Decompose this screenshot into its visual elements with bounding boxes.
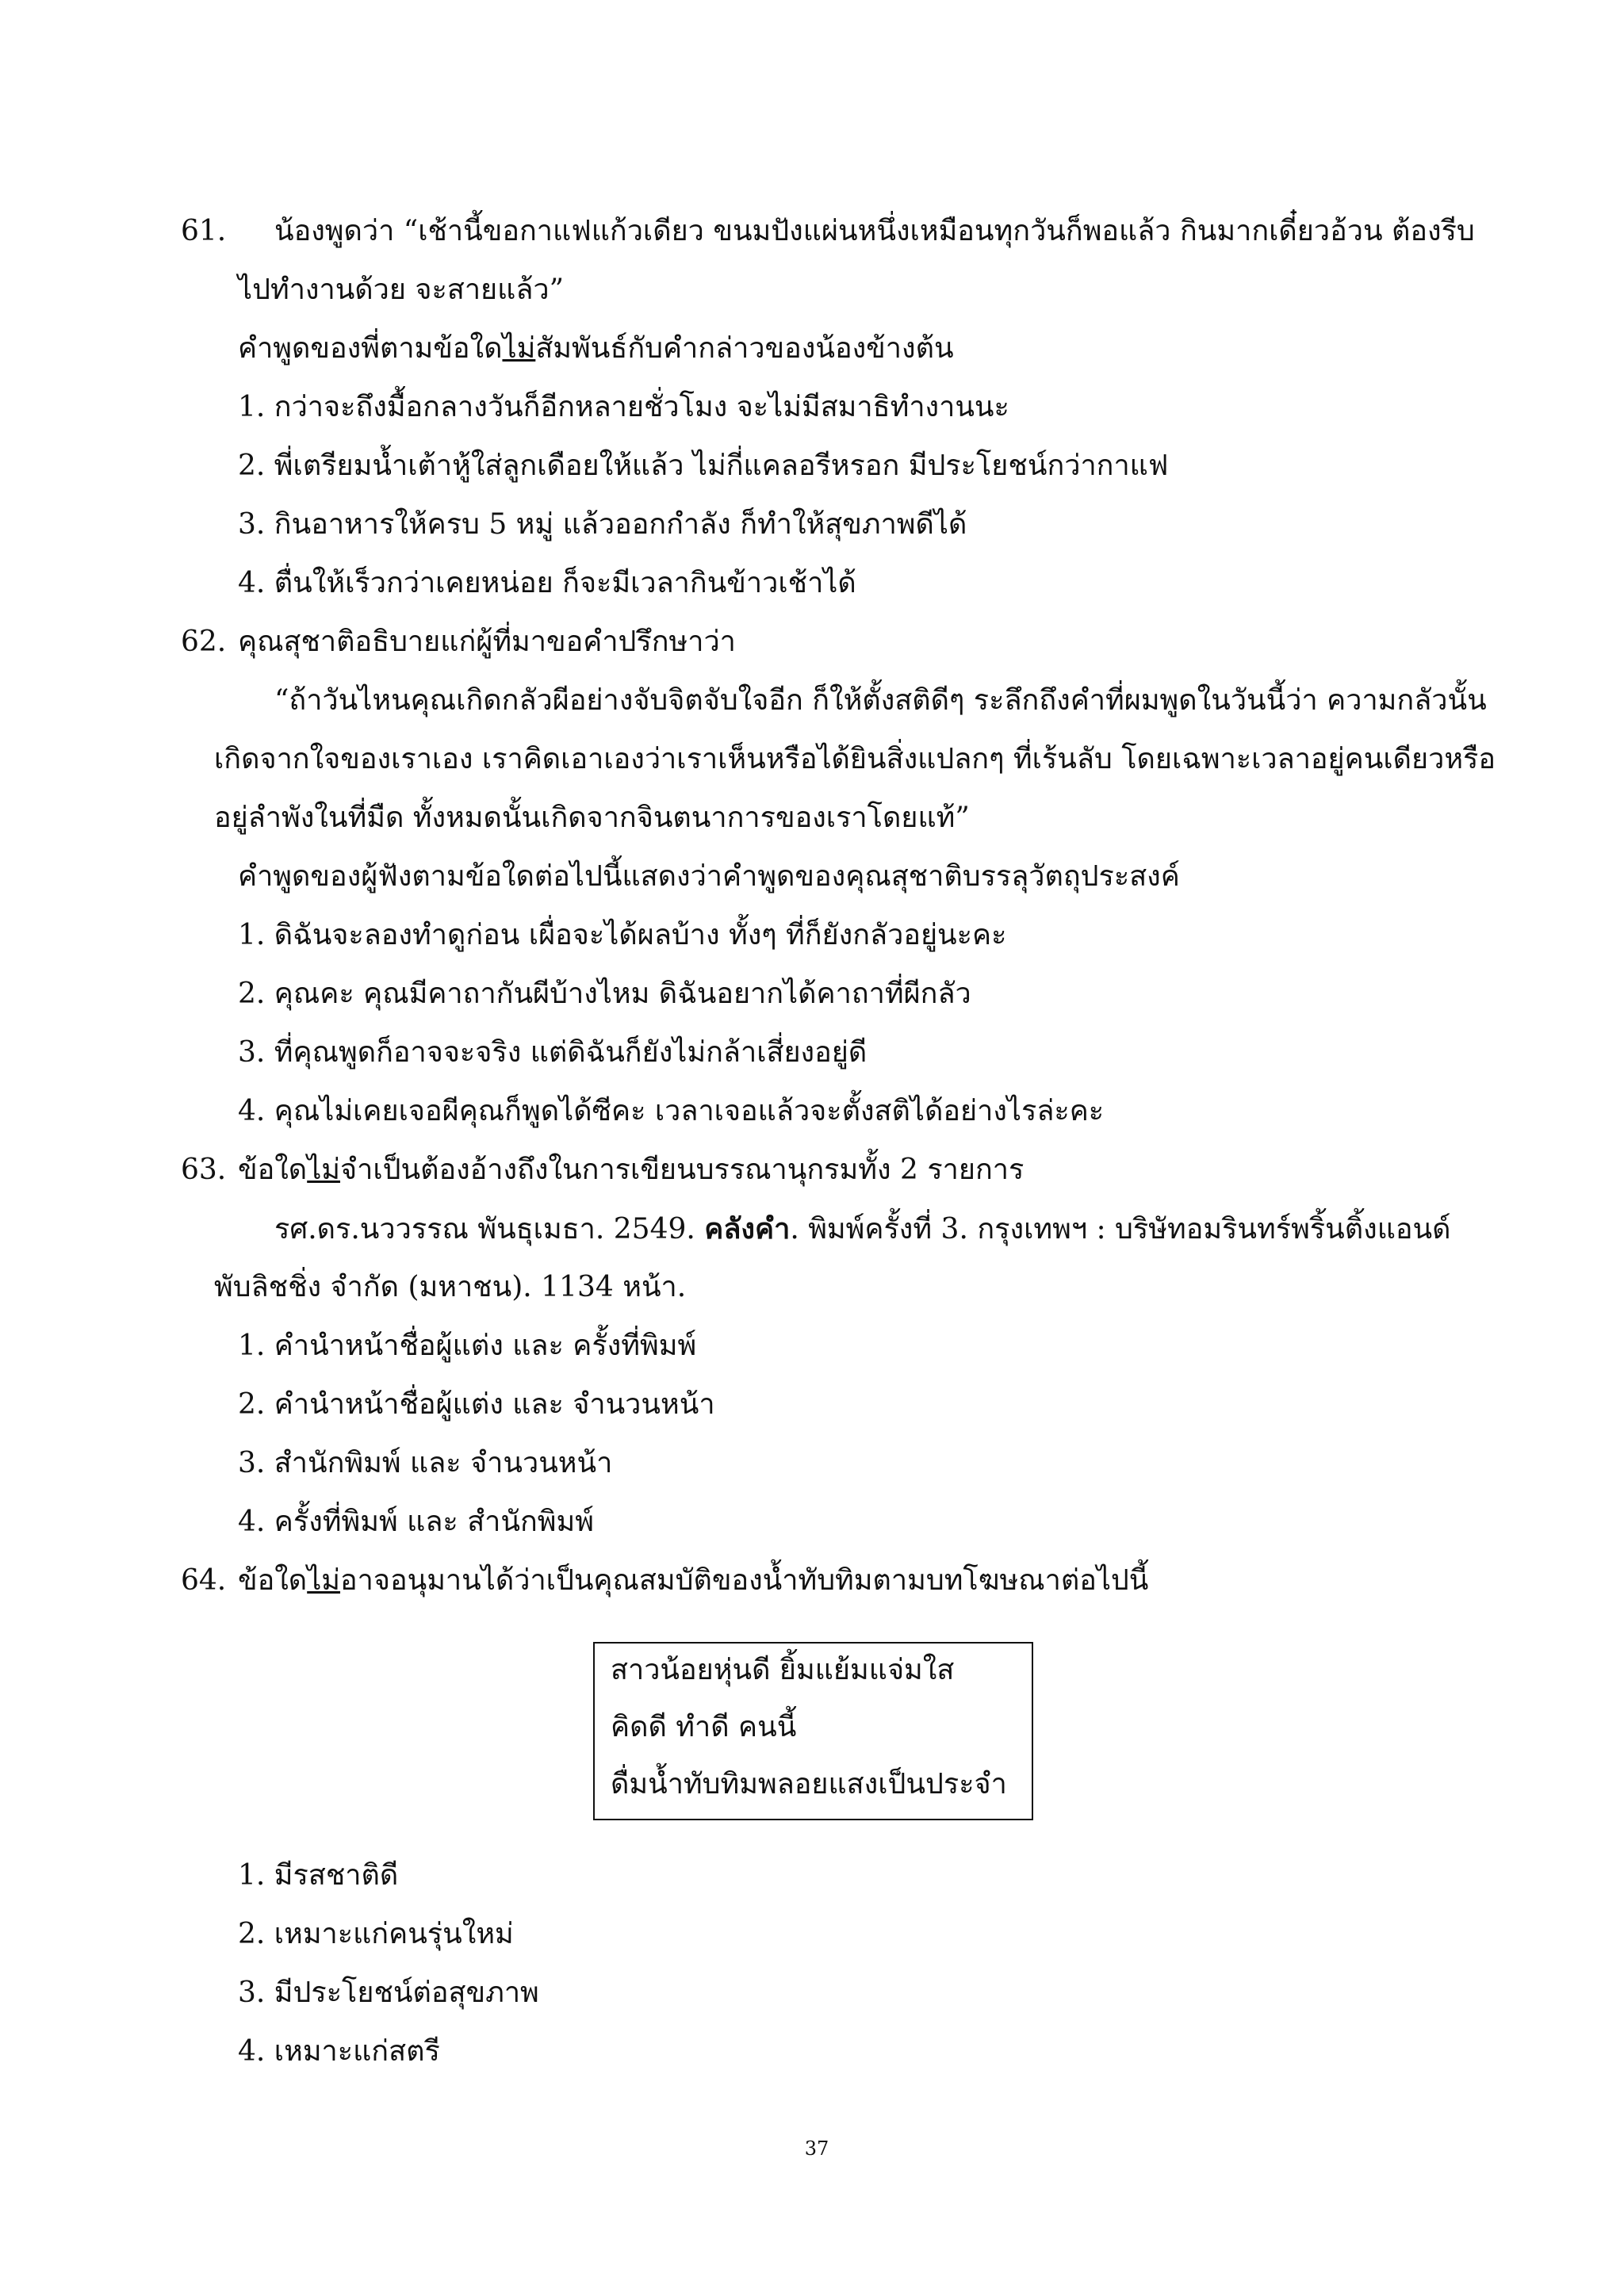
q64-stem-post: อาจอนุมานได้ว่าเป็นคุณสมบัติของน้ำทับทิมตามบทโฆษณาต่อไปนี้: [340, 1564, 1149, 1597]
q62-option-2: 2. คุณคะ คุณมีคาถากันผีบ้างไหม ดิฉันอยากได้คาถาที่ผีกลัว: [238, 978, 971, 1010]
q62-quote-line3: อยู่ลำพังในที่มืด ทั้งหมดนั้นเกิดจากจินตนาการของเราโดยแท้”: [214, 802, 970, 834]
q64-number: 64.: [181, 1564, 227, 1597]
q61-stem-line2: ไปทำงานด้วย จะสายแล้ว”: [238, 274, 565, 306]
q63-reference-line1: [274, 1210, 1451, 1249]
q63-ref-post: . พิมพ์ครั้งที่ 3. กรุงเทพฯ : บริษัทอมรินทร์พริ้นติ้งแอนด์: [790, 1213, 1451, 1246]
ad-line-3: ดื่มน้ำทับทิมพลอยแสงเป็นประจำ: [611, 1768, 1007, 1800]
q64-stem-underlined: ไม่: [307, 1564, 341, 1597]
q62-prompt: คำพูดของผู้ฟังตามข้อใดต่อไปนี้แสดงว่าคำพูดของคุณสุชาติบรรลุวัตถุประสงค์: [238, 860, 1180, 893]
q63-stem-pre: ข้อใด: [238, 1154, 308, 1186]
q64-advertisement-box: [593, 1642, 1033, 1820]
q62-quote-line2: เกิดจากใจของเราเอง เราคิดเอาเองว่าเราเห็นหรือได้ยินสิ่งแปลกๆ ที่เร้นลับ โดยเฉพาะเวลาอยู่คนเดียวหรือ: [214, 743, 1496, 775]
q63-reference-line2: พับลิชชิ่ง จำกัด (มหาชน). 1134 หน้า.: [214, 1271, 687, 1303]
q62-option-1: 1. ดิฉันจะลองทำดูก่อน เผื่อจะได้ผลบ้าง ทั้งๆ ที่ก็ยังกลัวอยู่นะคะ: [238, 919, 1007, 951]
page-number: 37: [804, 2137, 829, 2160]
q61-number: 61.: [181, 215, 227, 247]
q62-number: 62.: [181, 626, 227, 658]
q61-prompt: [238, 330, 954, 368]
q63-option-3: 3. สำนักพิมพ์ และ จำนวนหน้า: [238, 1447, 613, 1479]
q61-stem-line1: น้องพูดว่า “เช้านี้ขอกาแฟแก้วเดียว ขนมปังแผ่นหนึ่งเหมือนทุกวันก็พอแล้ว กินมากเดี๋ยวอ้วน ต้องรีบ: [274, 215, 1475, 247]
q63-ref-pre: รศ.ดร.นววรรณ พันธุเมธา. 2549.: [274, 1213, 705, 1246]
q64-stem: [238, 1562, 1148, 1600]
q61-option-4: 4. ตื่นให้เร็วกว่าเคยหน่อย ก็จะมีเวลากินข้าวเช้าได้: [238, 567, 856, 599]
q64-option-3: 3. มีประโยชน์ต่อสุขภาพ: [238, 1976, 539, 2009]
q63-stem-underlined: ไม่: [307, 1154, 341, 1186]
q63-ref-bold-title: คลังคำ: [704, 1212, 791, 1246]
q61-prompt-pre: คำพูดของพี่ตามข้อใด: [238, 332, 503, 365]
q62-quote-line1: “ถ้าวันไหนคุณเกิดกลัวผีอย่างจับจิตจับใจอีก ก็ให้ตั้งสติดีๆ ระลึกถึงคำที่ผมพูดในวันนี้ว่า ความกลัวนั้น: [274, 684, 1487, 717]
q62-stem: คุณสุชาติอธิบายแก่ผู้ที่มาขอคำปรึกษาว่า: [238, 626, 736, 658]
q64-stem-pre: ข้อใด: [238, 1564, 308, 1597]
q64-option-4: 4. เหมาะแก่สตรี: [238, 2035, 440, 2068]
q63-option-1: 1. คำนำหน้าชื่อผู้แต่ง และ ครั้งที่พิมพ์: [238, 1330, 697, 1362]
q64-option-2: 2. เหมาะแก่คนรุ่นใหม่: [238, 1918, 514, 1950]
q62-option-3: 3. ที่คุณพูดก็อาจจะจริง แต่ดิฉันก็ยังไม่กล้าเสี่ยงอยู่ดี: [238, 1036, 868, 1069]
q64-option-1: 1. มีรสชาติดี: [238, 1859, 399, 1892]
ad-line-1: สาวน้อยหุ่นดี ยิ้มแย้มแจ่มใส: [611, 1654, 955, 1686]
q61-option-3: 3. กินอาหารให้ครบ 5 หมู่ แล้วออกกำลัง ก็ทำให้สุขภาพดีได้: [238, 508, 967, 541]
q61-prompt-post: สัมพันธ์กับคำกล่าวของน้องข้างต้น: [535, 332, 954, 365]
q63-option-2: 2. คำนำหน้าชื่อผู้แต่ง และ จำนวนหน้า: [238, 1388, 715, 1421]
ad-line-2: คิดดี ทำดี คนนี้: [611, 1711, 797, 1743]
q63-number: 63.: [181, 1154, 227, 1186]
q62-option-4: 4. คุณไม่เคยเจอผีคุณก็พูดได้ซีคะ เวลาเจอแล้วจะตั้งสติได้อย่างไรล่ะคะ: [238, 1095, 1105, 1127]
q63-stem-post: จำเป็นต้องอ้างถึงในการเขียนบรรณานุกรมทั้ง 2 รายการ: [340, 1154, 1025, 1186]
q63-stem: [238, 1151, 1024, 1189]
q63-option-4: 4. ครั้งที่พิมพ์ และ สำนักพิมพ์: [238, 1506, 594, 1538]
q61-option-2: 2. พี่เตรียมน้ำเต้าหู้ใส่ลูกเดือยให้แล้ว ไม่กี่แคลอรีหรอก มีประโยชน์กว่ากาแฟ: [238, 450, 1169, 482]
q61-option-1: 1. กว่าจะถึงมื้อกลางวันก็อีกหลายชั่วโมง จะไม่มีสมาธิทำงานนะ: [238, 391, 1009, 423]
q61-prompt-underlined: ไม่: [502, 332, 536, 365]
